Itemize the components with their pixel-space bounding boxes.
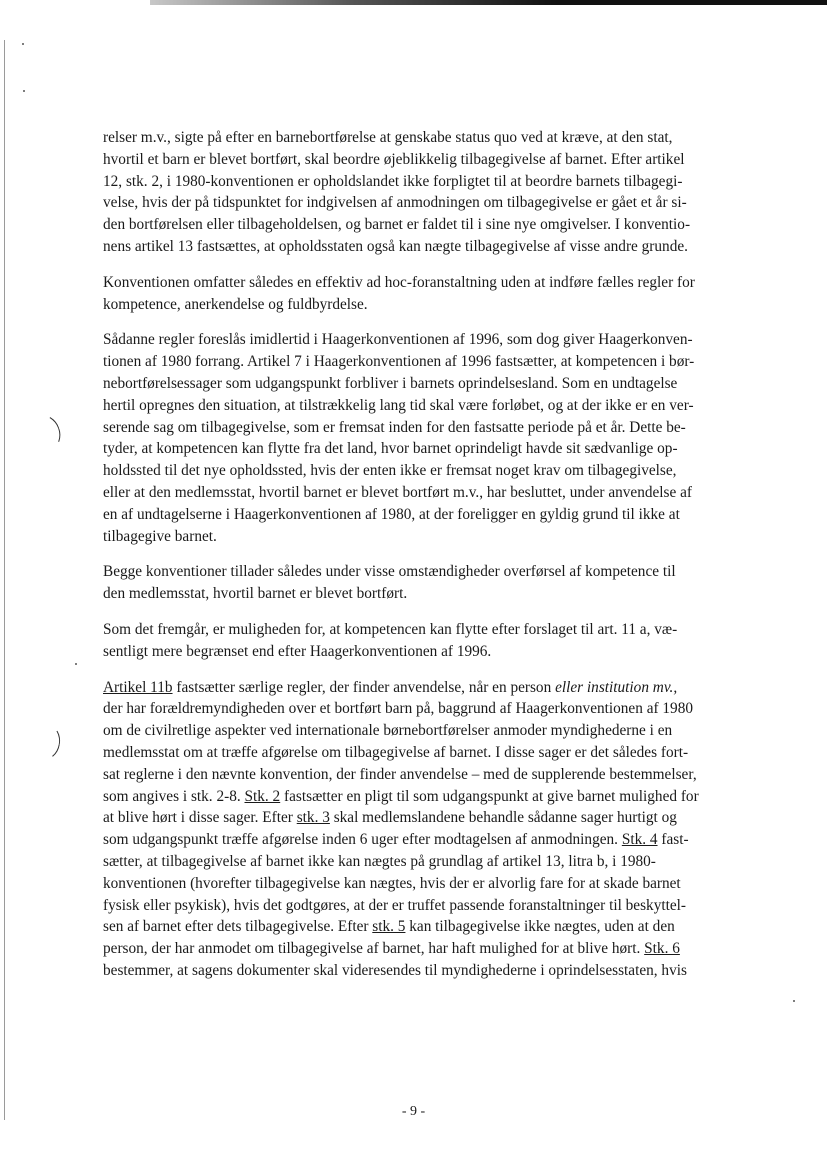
paragraph-reference: Stk. 4	[621, 831, 658, 849]
text-line	[103, 786, 747, 808]
text-line: Konventionen omfatter således en effektiv ad hoc-foranstaltning uden at indføre fælles regler for	[103, 273, 695, 291]
scan-speck	[793, 1000, 795, 1002]
text-line: der har forældremyndigheden over et bortført barn på, baggrund af Haagerkonventionen af 1980	[103, 700, 693, 718]
text-line: 12, stk. 2, i 1980-konventionen er opholdslandet ikke forpligtet til at beordre barnets tilbagegi-	[103, 172, 683, 190]
text-line: medlemsstat om at træffe afgørelse om tilbagegivelse af barnet. I disse sager er det således fort-	[103, 743, 689, 761]
text-line: sat reglerne i den nævnte konvention, der finder anvendelse – med de supplerende bestemmelser,	[103, 765, 697, 783]
scan-speck	[22, 43, 24, 45]
text-segment: skal medlemslandene behandle sådanne sager hurtigt og	[329, 809, 677, 827]
paragraph-reference: stk. 5	[372, 918, 406, 936]
scan-margin-line	[4, 40, 5, 1120]
text-line: den medlemsstat, hvortil barnet er blevet bortført.	[103, 585, 408, 603]
page-number: - 9 -	[401, 1104, 426, 1119]
paragraph-2	[103, 272, 747, 316]
text-segment: som angives i stk. 2-8.	[103, 787, 245, 805]
text-line: nens artikel 13 fastsættes, at opholdsstaten også kan nægte tilbagegivelse af visse andre grunde.	[103, 237, 688, 255]
paragraph-5	[103, 619, 747, 663]
text-line: kompetence, anerkendelse og fuldbyrdelse.	[103, 295, 368, 313]
text-line: tilbagegive barnet.	[103, 527, 217, 545]
text-line: den bortførelsen eller tilbageholdelsen, og barnet er faldet til i sine nye omgivelser. I konventio-	[103, 216, 691, 234]
text-line	[103, 938, 747, 960]
italic-text: eller institution mv.,	[555, 678, 678, 696]
paragraph-reference: stk. 3	[296, 809, 330, 827]
scan-speck	[75, 663, 77, 665]
text-segment: fastsætter særlige regler, der finder anvendelse, når en person	[172, 678, 556, 696]
text-line: Sådanne regler foreslås imidlertid i Haagerkonventionen af 1996, som dog giver Haagerkonven-	[103, 331, 693, 349]
text-line: sætter, at tilbagegivelse af barnet ikke kan nægtes på grundlag af artikel 13, litra b, i 1980-	[103, 852, 656, 870]
text-line: en af undtagelserne i Haagerkonventionen af 1980, at der foreligger en gyldig grund til ikke at	[103, 505, 680, 523]
text-line: om de civilretlige aspekter ved internationale børnebortførelser anmoder myndighederne i en	[103, 722, 673, 740]
text-line: konventionen (hvorefter tilbagegivelse kan nægtes, hvis der er alvorlig fare for at skade barnet	[103, 874, 681, 892]
text-line	[103, 807, 747, 829]
text-line: sentligt mere begrænset end efter Haagerkonventionen af 1996.	[103, 642, 492, 660]
text-segment: at blive hørt i disse sager. Efter	[103, 809, 297, 827]
document-body	[103, 127, 747, 982]
text-line: bestemmer, at sagens dokumenter skal videresendes til myndighederne i oprindelsesstaten, hvis	[103, 961, 687, 979]
text-segment: fastsætter en pligt til som udgangspunkt at give barnet mulighed for	[280, 787, 699, 805]
text-line: nebortførelsessager som udgangspunkt forbliver i barnets oprindelsesland. Som en undtagelse	[103, 374, 678, 392]
paragraph-1	[103, 127, 747, 258]
paragraph-6	[103, 677, 747, 982]
paragraph-reference: Stk. 2	[244, 787, 281, 805]
text-segment: sen af barnet efter dets tilbagegivelse. Efter	[103, 918, 373, 936]
text-segment: person, der har anmodet om tilbagegivelse af barnet, har haft mulighed for at blive hørt.	[103, 940, 645, 958]
text-line: Som det fremgår, er muligheden for, at kompetencen kan flytte efter forslaget til art. 11 a, væ-	[103, 620, 678, 638]
scan-speck	[23, 90, 25, 92]
punch-hole-mark-lower	[27, 722, 63, 763]
top-edge-rule	[150, 0, 827, 5]
text-line: relser m.v., sigte på efter en barnebortførelse at genskabe status quo ved at kræve, at den stat,	[103, 129, 673, 146]
text-line: fysisk eller psykisk), hvis det godtgøres, at der er truffet passende foranstaltninger til beskyttel-	[103, 896, 686, 914]
text-line	[103, 829, 747, 851]
paragraph-reference: Stk. 6	[644, 940, 680, 958]
text-line: Begge konventioner tillader således under visse omstændigheder overførsel af kompetence til	[103, 563, 676, 581]
text-line: tyder, at kompetencen kan flytte fra det land, hvor barnet oprindeligt havde sit sædvanlige op-	[103, 440, 678, 458]
text-line: tionen af 1980 forrang. Artikel 7 i Haagerkonventionen af 1996 fastsætter, at kompetencen i bør-	[103, 353, 695, 371]
paragraph-4	[103, 561, 747, 605]
text-line: eller at den medlemsstat, hvortil barnet er blevet bortført m.v., har besluttet, under anvendelse af	[103, 483, 693, 501]
text-line: holdssted til det nye opholdssted, hvis der enten ikke er fremsat noget krav om tilbagegivelse,	[103, 462, 677, 480]
paragraph-3	[103, 329, 747, 547]
text-segment: fast-	[657, 831, 689, 849]
text-line	[103, 916, 747, 938]
text-segment: kan tilbagegivelse ikke nægtes, uden at den	[405, 918, 675, 936]
punch-hole-mark-upper	[25, 411, 66, 455]
text-line: serende sag om tilbagegivelse, som er fremsat inden for den fastsatte periode på et år. Dette be-	[103, 418, 686, 436]
text-line: hvortil et barn er blevet bortført, skal beordre øjeblikkelig tilbagegivelse af barnet. Efter artikel	[103, 150, 685, 168]
text-line: hertil opregnes den situation, at tilstrækkelig lang tid skal være forløbet, og at der ikke er en ver-	[103, 396, 694, 414]
text-segment: som udgangspunkt træffe afgørelse inden 6 uger efter modtagelsen af anmodningen.	[103, 831, 622, 849]
text-line	[103, 677, 747, 699]
text-line: velse, hvis der på tidspunktet for indgivelsen af anmodningen om tilbagegivelse er gået et år si-	[103, 194, 687, 212]
article-reference: Artikel 11b	[103, 678, 173, 696]
